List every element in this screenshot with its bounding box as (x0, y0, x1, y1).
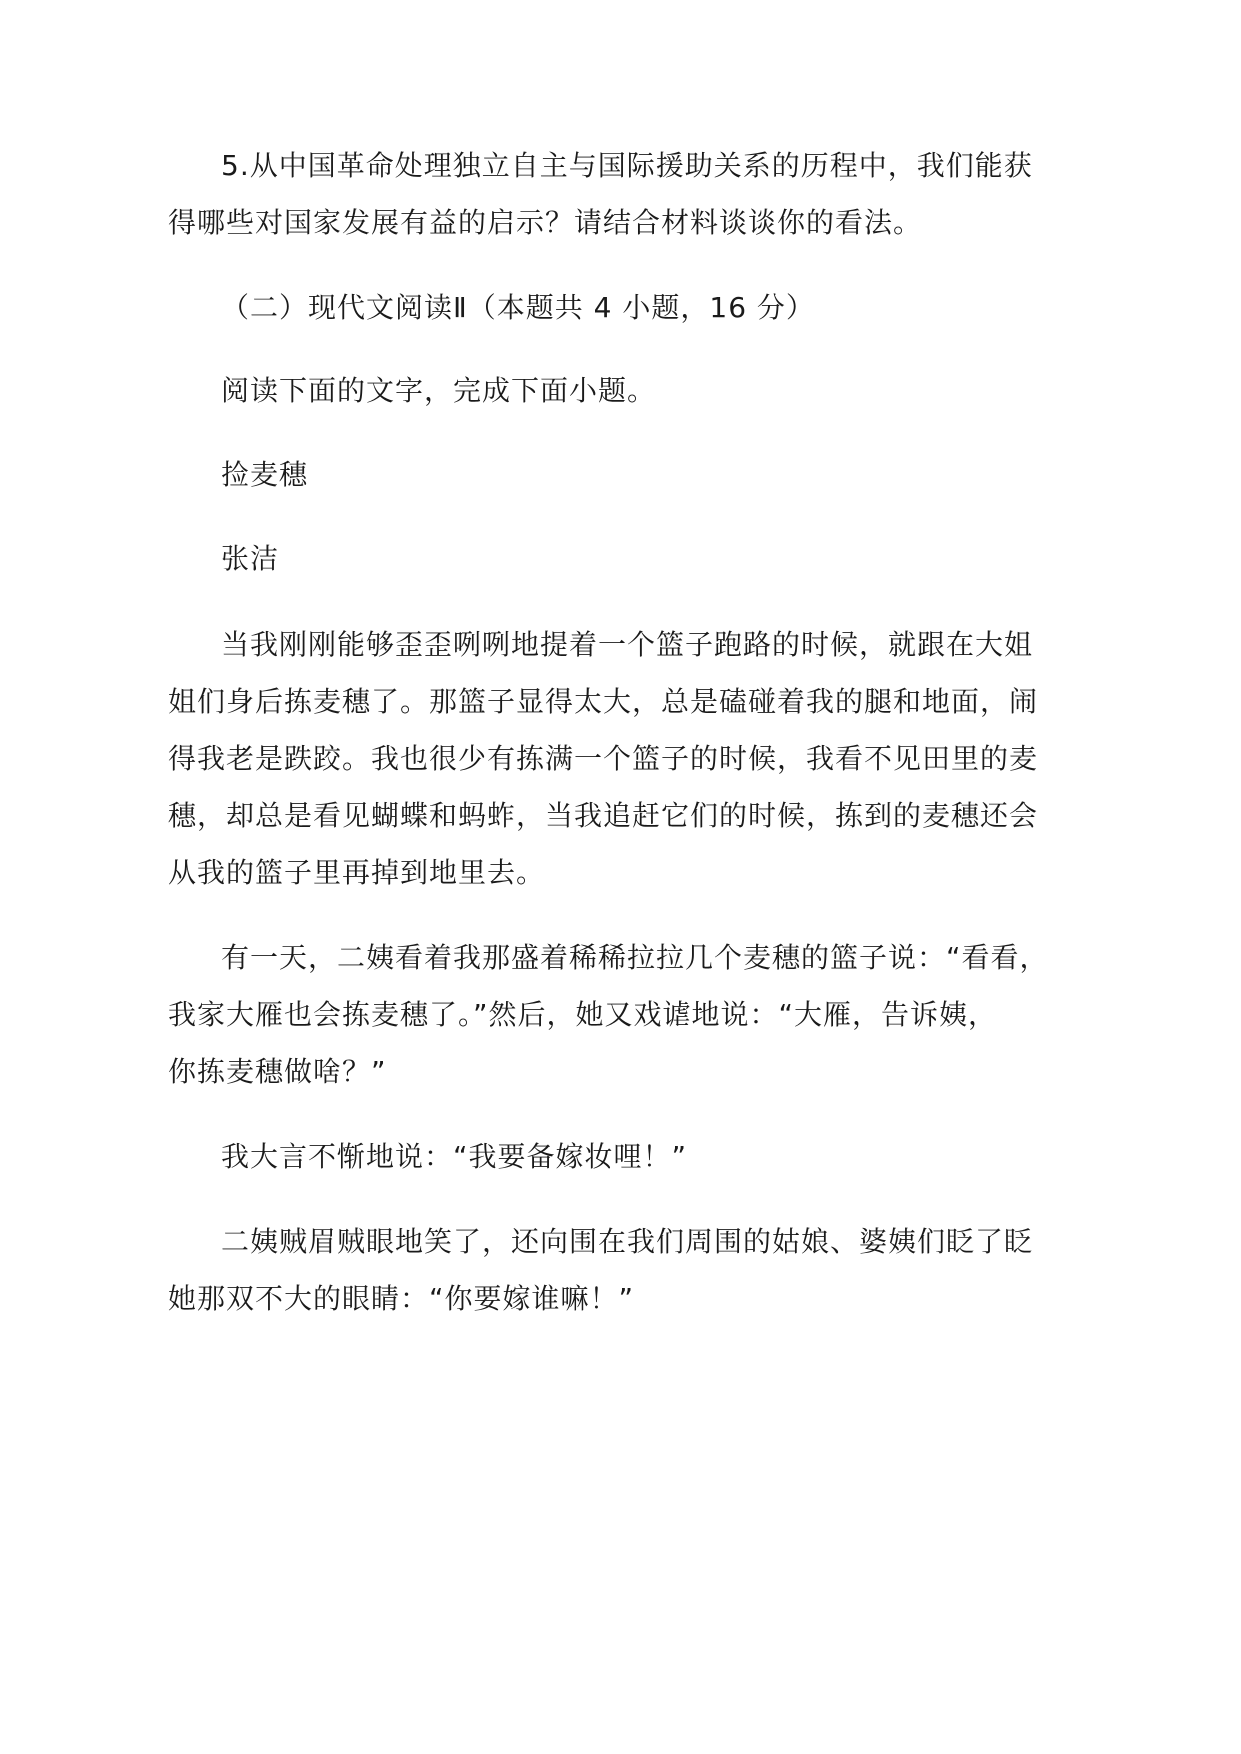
paragraph-line: 当我刚刚能够歪歪咧咧地提着一个篮子跑路的时候，就跟在大姐 (221, 628, 1034, 661)
paragraph-line: 有一天，二姨看着我那盛着稀稀拉拉几个麦穗的篮子说：“看看， (221, 941, 1049, 974)
paragraph-line: 从我的篮子里再掉到地里去。 (168, 856, 546, 889)
story-title: 捡麦穗 (221, 458, 309, 491)
story-author: 张洁 (221, 542, 280, 575)
paragraph-line: 你拣麦穗做啥？” (168, 1055, 387, 1088)
paragraph-line: 她那双不大的眼睛：“你要嫁谁嘛！” (168, 1282, 635, 1315)
paragraph-line: 我家大雁也会拣麦穗了。”然后，她又戏谑地说：“大雁，告诉姨， (168, 998, 998, 1031)
question-5-line-2: 得哪些对国家发展有益的启示？请结合材料谈谈你的看法。 (168, 206, 923, 239)
section-heading: （二）现代文阅读Ⅱ（本题共 4 小题，16 分） (221, 291, 815, 324)
paragraph-line: 我大言不惭地说：“我要备嫁妆哩！” (221, 1140, 688, 1173)
question-5-line-1: 5.从中国革命处理独立自主与国际援助关系的历程中，我们能获 (221, 149, 1033, 182)
paragraph-line: 得我老是跌跤。我也很少有拣满一个篮子的时候，我看不见田里的麦 (168, 742, 1039, 775)
paragraph-line: 二姨贼眉贼眼地笑了，还向围在我们周围的姑娘、婆姨们眨了眨 (221, 1225, 1034, 1258)
paragraph-line: 姐们身后拣麦穗了。那篮子显得太大，总是磕碰着我的腿和地面，闹 (168, 685, 1039, 718)
paragraph-line: 穗，却总是看见蝴蝶和蚂蚱，当我追赶它们的时候，拣到的麦穗还会 (168, 799, 1039, 832)
reading-instruction: 阅读下面的文字，完成下面小题。 (221, 374, 657, 407)
